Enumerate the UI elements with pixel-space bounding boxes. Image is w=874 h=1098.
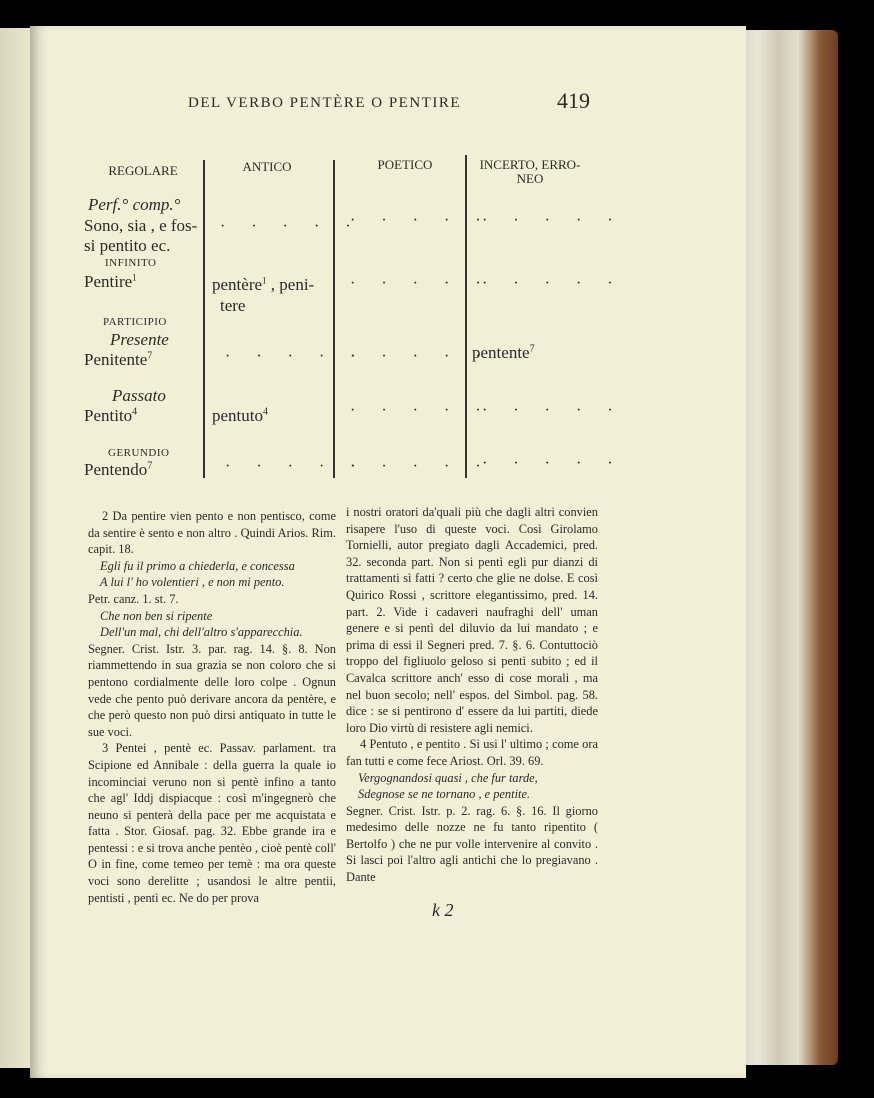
dots-passato-poetico: · · · · ·: [350, 402, 492, 419]
infinito-antico-note: 1: [262, 275, 267, 286]
notes-right-column: [346, 504, 598, 886]
infinito-regolare-note: 1: [132, 272, 137, 283]
dots-perf-antico: · · · · ·: [220, 218, 362, 235]
infinito-antico: [212, 275, 314, 295]
infinito-regolare: [84, 272, 137, 292]
note-2-continued: Segner. Crist. Istr. 3. par. rag. 14. §. 8. Non riammettendo in sua grazia se non coloro che si pentono cordialmente delle loro colpe . Ognun vede che pento può derivare ancora da pentère, e che però questo non può dirsi antiquato in tutte le sue voci.: [88, 641, 336, 739]
column-rule-3: [465, 155, 467, 478]
verse-line: Egli fu il primo a chiederla, e concessa: [100, 558, 295, 573]
presente-label: Presente: [110, 330, 169, 349]
participio-heading: PARTICIPIO: [103, 316, 167, 328]
note-4: 4 Pentuto , e pentito . Si usi l' ultimo ; come ora fan tutti e come fece Ariost. Orl. 39. 69.: [346, 737, 598, 768]
notes-left-column: [88, 508, 336, 906]
presente-regolare-note: 7: [147, 350, 153, 362]
passato-regolare: [84, 406, 137, 426]
verse-line: Vergognandosi quasi , che fur tarde,: [358, 770, 538, 785]
presente-regolare: [84, 350, 152, 370]
presente-regolare-word: Penitente: [84, 350, 148, 369]
column-rule-2: [333, 160, 335, 478]
perf-comp-line1: Sono, sia , e fos-: [84, 216, 198, 235]
passato-regolare-note: 4: [132, 406, 138, 418]
citation: Petr. canz. 1. st. 7.: [88, 591, 179, 606]
running-head: DEL VERBO PENTÈRE O PENTIRE: [188, 95, 461, 111]
col-header-antico: ANTICO: [242, 159, 292, 174]
dots-infinito-poetico: · · · · ·: [350, 275, 492, 292]
signature-mark: k 2: [432, 900, 454, 920]
note-3-continued: i nostri oratori da'quali più che dagli altri convien risapere l'uso di queste voci. Così Girolamo Tornielli, autor pregiato dagli Accademici, pred. 32. seconda part. Non si pentì egli pur dianzi di trattamenti sì fatti ? certo che glie ne dolse. E così Quirico Rossi , scrittore elegantissimo, pred. 14. part. 2. Vide i cadaveri naufraghi dell' uman genere e si pentì del diluvio da lui mandato ; e prima di essi il Segneri pred. 7. §. 6. Contuttociò troppo del figliuolo geloso si pentì subito ; ed il Cavalca scrittore anch' esso di cose morali , ma nel buon secolo; nell' espos. del Simbol. pag. 58. dice : se si pentirono d' essere da lui partiti, diede loro Dio virtù di resistere agli nemici.: [346, 505, 598, 735]
verse-line: Che non ben si ripente: [100, 608, 213, 623]
passato-antico-word: pentuto: [212, 406, 263, 425]
perf-comp-line2: si pentito ec.: [84, 236, 171, 255]
dots-gerundio-incerto: · · · · ·: [482, 455, 624, 472]
gerundio-regolare: [84, 460, 152, 480]
col-header-regolare: REGOLARE: [108, 163, 178, 178]
dots-perf-incerto: · · · · ·: [482, 212, 624, 229]
dots-presente-poetico: · · · · ·: [350, 348, 492, 365]
column-rule-1: [203, 160, 205, 478]
infinito-regolare-word: Pentire: [84, 272, 133, 291]
verse-line: A lui l' ho volentieri , e non mi pento.: [100, 575, 285, 590]
dots-infinito-incerto: · · · · ·: [482, 275, 624, 292]
dots-gerundio-antico: · · · · ·: [225, 458, 367, 475]
passato-regolare-word: Pentito: [84, 406, 133, 425]
presente-incerto-note: 7: [529, 343, 535, 355]
perf-comp-label: Perf.° comp.°: [88, 195, 181, 214]
infinito-antico-word2: , peni-: [266, 275, 315, 294]
note-3: 3 Pentei , pentè ec. Passav. parlament. tra Scipione ed Annibale : della guerra la quale io incominciai veruno non si pentè infino a tanto che agl' Iddj dispiacque : così m'ingegnerò che neuno si penterà della pace per me acquistata e fatta . Stor. Giosaf. pag. 32. Ebbe grande ira e pentessi : e si trova anche pentèo , cioè pentè coll' O in fine, come temeo per temè : ma ora queste voci sono derelitte ; usandosi le altre pentii, pentisti , pentì ec. Ne do per prova: [88, 741, 336, 905]
infinito-heading: INFINITO: [105, 257, 157, 269]
dots-passato-incerto: · · · · ·: [482, 402, 624, 419]
gerundio-regolare-note: 7: [147, 460, 153, 472]
presente-incerto-word: pentente: [472, 343, 530, 362]
gerundio-heading: GERUNDIO: [108, 447, 170, 459]
gerundio-regolare-word: Pentendo: [84, 460, 148, 479]
passato-antico: [212, 406, 268, 426]
dots-presente-antico: · · · · ·: [225, 348, 367, 365]
presente-incerto: [472, 343, 535, 363]
verse-line: Sdegnose se ne tornano , e pentite.: [358, 787, 531, 802]
dots-gerundio-poetico: · · · · ·: [350, 458, 492, 475]
col-header-incerto-line2: NEO: [516, 171, 544, 186]
infinito-antico-word: pentère: [212, 275, 263, 294]
page-number: 419: [557, 88, 590, 113]
verse-line: Dell'un mal, chi dell'altro s'apparecchia.: [100, 625, 303, 640]
dots-perf-poetico: · · · · ·: [350, 212, 492, 229]
col-header-poetico: POETICO: [377, 157, 433, 172]
note-2: 2 Da pentire vien pento e non pentisco, come da sentire è sento e non altro . Quindi Arios. Rim. capit. 18.: [88, 509, 336, 557]
infinito-antico-line2: tere: [220, 296, 246, 315]
note-4-continued: Segner. Crist. Istr. p. 2. rag. 6. §. 16. Il giorno medesimo delle nozze ne fu tanto ripentito ( Bertolfo ) che ne pur volle intervenire al convito . Si lasci poi l'altro agli antichi che lo pregiavano . Dante: [346, 803, 598, 885]
passato-label: Passato: [112, 386, 166, 405]
col-header-incerto: [470, 158, 590, 186]
book-fore-edge: [738, 30, 838, 1065]
passato-antico-note: 4: [263, 406, 268, 418]
col-header-incerto-line1: INCERTO, ERRO-: [479, 157, 581, 172]
